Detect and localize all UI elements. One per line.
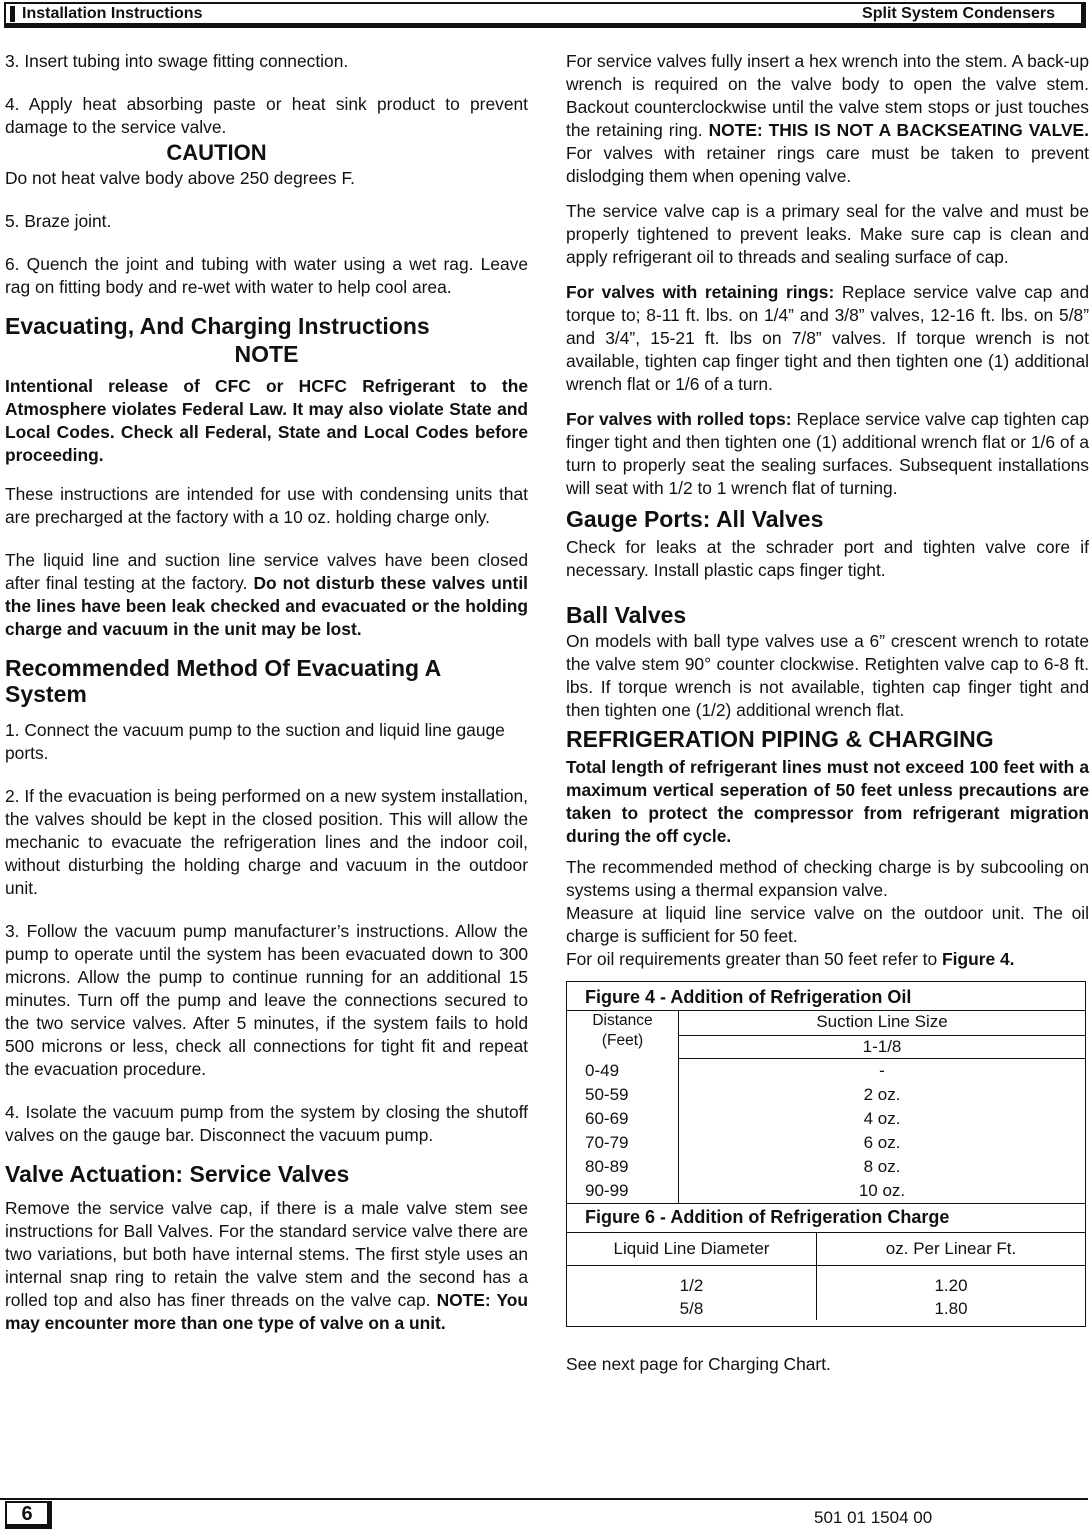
rolled-tops-label: For valves with rolled tops:: [566, 409, 792, 429]
table-row: [567, 1059, 1085, 1083]
figure-4-reference: Figure 4.: [942, 949, 1015, 969]
oil-requirements-text: [566, 948, 1089, 971]
table-row: [567, 1083, 1085, 1107]
oz-per-linear-ft-header: oz. Per Linear Ft.: [885, 1239, 1017, 1258]
figure-4-header: [567, 1010, 1085, 1059]
header-title-left: Installation Instructions: [22, 5, 203, 22]
step-3: 3. Insert tubing into swage fitting connection.: [5, 51, 349, 71]
evac-step-3: 3. Follow the vacuum pump manufacturer’s instructions. Allow the pump to operate until the system has been evacuated down to 300 microns. Allow the pump to continue running for an additional 15 minutes. Turn off the pump and leave the connections secured to the two service valves. After 5 minutes, if the system fails to hold 500 microns or less, check all connections for tight fit and repeat the evacuation procedure.: [5, 921, 528, 1079]
liquid-line-diameter-header: Liquid Line Diameter: [567, 1233, 817, 1265]
note-title: NOTE: [234, 341, 299, 367]
step-5: 5. Braze joint.: [5, 211, 112, 231]
heading-ball-valves: Ball Valves: [566, 602, 687, 628]
oil-amount-cell: 8 oz.: [863, 1157, 901, 1176]
service-valves-text-plain: The liquid line and suction line service valves have been closed after final testing at the factory.: [5, 550, 528, 593]
heading-refrigeration-piping: REFRIGERATION PIPING & CHARGING: [566, 726, 994, 752]
footer-rule: [0, 1498, 1088, 1500]
page-number: 6: [5, 1501, 52, 1529]
rolled-tops-body: Replace service valve cap tighten cap finger tight and then tighten one (1) additional wrench flat or 1/6 of a turn to properly seat the sealing surfaces. Subsequent installations will seat with 1/2 to 1 wrench flat of turning.: [566, 409, 1089, 498]
step-6: 6. Quench the joint and tubing with water using a wet rag. Leave rag on fitting body and re-wet with water to help cool area.: [5, 254, 528, 297]
liquid-line-diameter-values: [567, 1266, 817, 1320]
distance-cell: 50-59: [567, 1083, 679, 1107]
figure-4-title: Figure 4 - Addition of Refrigeration Oil: [585, 987, 912, 1007]
hex-wrench-note: NOTE: THIS IS NOT A BACKSEATING VALVE.: [708, 120, 1089, 140]
caution-title: CAUTION: [166, 140, 267, 165]
distance-header-line1: Distance: [592, 1012, 653, 1029]
evac-step-2: 2. If the evacuation is being performed on a new system installation, the valves should be kept in the closed position. This will allow the mechanic to evacuate the refrigeration lines and the indoor coil, without disturbing the holding charge and vacuum in the outdoor unit.: [5, 786, 528, 898]
valve-actuation-text: [5, 1197, 528, 1335]
distance-header: [567, 1011, 679, 1059]
retaining-rings-text: [566, 281, 1089, 396]
retaining-rings-label: For valves with retaining rings:: [566, 282, 835, 302]
figure-6-title: Figure 6 - Addition of Refrigeration Charge: [567, 1203, 1085, 1232]
charge-cell: 1.80: [934, 1299, 968, 1318]
distance-cell: 90-99: [567, 1179, 679, 1203]
rolled-tops-text: [566, 408, 1089, 500]
oil-amount-cell: 2 oz.: [863, 1085, 901, 1104]
figure-4-rows: [567, 1059, 1085, 1203]
oil-amount-cell: 4 oz.: [863, 1109, 901, 1128]
holding-charge-text: These instructions are intended for use with condensing units that are precharged at the factory with a 10 oz. holding charge only.: [5, 484, 528, 527]
heading-gauge-ports: Gauge Ports: All Valves: [566, 506, 824, 532]
ball-valves-text: On models with ball type valves use a 6” crescent wrench to rotate the valve stem 90° counter clockwise. Retighten valve cap to 6-8 ft. lbs. If torque wrench is not available, tighten cap finger tight and then tighten one (1/2) additional wrench flat.: [566, 631, 1089, 720]
table-row: [567, 1179, 1085, 1203]
suction-header: [679, 1011, 1085, 1059]
distance-cell: 0-49: [567, 1059, 679, 1083]
oz-per-linear-ft-values: [817, 1266, 1085, 1320]
page-header: [4, 2, 1086, 28]
suction-line-size-header: Suction Line Size: [816, 1012, 948, 1031]
distance-header-line2: (Feet): [601, 1032, 644, 1049]
valve-cap-text: The service valve cap is a primary seal for the valve and must be properly tightened to prevent leaks. Make sure cap is clean and apply refrigerant oil to threads and sealing surface of cap.: [566, 201, 1089, 267]
oil-charge-text: Measure at liquid line service valve on the outdoor unit. The oil charge is sufficient for 50 feet.: [566, 903, 1089, 946]
heading-recommended-method: Recommended Method Of Evacuating A System: [5, 655, 441, 707]
left-column: [5, 50, 528, 1355]
charge-cell: 1.20: [934, 1276, 968, 1295]
gauge-ports-text: Check for leaks at the schrader port and tighten valve core if necessary. Install plastic caps finger tight.: [566, 537, 1089, 580]
distance-cell: 70-79: [567, 1131, 679, 1155]
hex-wrench-text: [566, 50, 1089, 188]
caution-text: Do not heat valve body above 250 degrees F.: [5, 168, 355, 188]
right-column: [566, 50, 1089, 1396]
note-text: Intentional release of CFC or HCFC Refrigerant to the Atmosphere violates Federal Law. It may also violate State and Local Codes. Check all Federal, State and Local Codes before proceeding.: [5, 376, 528, 465]
hex-wrench-plain: For service valves fully insert a hex wrench into the stem. A back-up wrench is required on the valve body to open the valve stem. Backout counterclockwise until the valve stem stops or just touches the retaining ring.: [566, 51, 1089, 140]
diameter-cell: 1/2: [679, 1276, 704, 1295]
table-row: [567, 1131, 1085, 1155]
oil-requirements-plain: For oil requirements greater than 50 feet refer to: [566, 949, 943, 969]
hex-wrench-tail: For valves with retainer rings care must be taken to prevent dislodging them when opening valve.: [566, 143, 1089, 186]
page-footer: [0, 1498, 1092, 1535]
charging-chart-reference: See next page for Charging Chart.: [566, 1354, 831, 1374]
oil-amount-cell: 6 oz.: [863, 1133, 901, 1152]
figure-6-rows: [567, 1265, 1085, 1326]
subcooling-text: The recommended method of checking charge is by subcooling on systems using a thermal expansion valve.: [566, 857, 1089, 900]
header-title-right: Split System Condensers: [862, 5, 1055, 22]
document-number: 501 01 1504 00: [814, 1508, 933, 1527]
step-4: 4. Apply heat absorbing paste or heat sink product to prevent damage to the service valve.: [5, 94, 528, 137]
heading-valve-actuation: Valve Actuation: Service Valves: [5, 1161, 350, 1187]
distance-cell: 60-69: [567, 1107, 679, 1131]
suction-size-1-1-8: 1-1/8: [679, 1035, 1085, 1059]
oil-amount-cell: 10 oz.: [858, 1181, 906, 1200]
evac-step-4: 4. Isolate the vacuum pump from the system by closing the shutoff valves on the gauge bar. Disconnect the vacuum pump.: [5, 1102, 528, 1145]
service-valves-text-bold: Do not disturb these valves until the lines have been leak checked and evacuated or the holding charge and vacuum in the unit may be lost.: [5, 573, 528, 639]
retaining-rings-body: Replace service valve cap and torque to; 8-11 ft. lbs. on 1/4” and 3/8” valves, 12-16 ft. lbs. on 5/8” and 3/4”, 15-21 ft. lbs on 7/8” valves. If torque wrench is not available, tighten cap finger tight and then tighten one (1) additional wrench flat or 1/6 of a turn.: [566, 282, 1089, 394]
heading-evacuating: Evacuating, And Charging Instructions: [5, 313, 430, 339]
figure-6-header: [567, 1232, 1085, 1265]
oil-amount-cell: -: [879, 1061, 885, 1080]
service-valves-text: [5, 549, 528, 641]
diameter-cell: 5/8: [679, 1299, 704, 1318]
valve-actuation-note: NOTE: You may encounter more than one type of valve on a unit.: [5, 1290, 528, 1333]
line-length-warning: Total length of refrigerant lines must not exceed 100 feet with a maximum vertical seperation of 50 feet unless precautions are taken to protect the compressor from refrigerant migration during the off cycle.: [566, 757, 1089, 846]
table-row: [567, 1107, 1085, 1131]
evac-step-1: 1. Connect the vacuum pump to the suction and liquid line gauge ports.: [5, 720, 505, 763]
distance-cell: 80-89: [567, 1155, 679, 1179]
valve-actuation-plain: Remove the service valve cap, if there is a male valve stem see instructions for Ball Valves. For the standard service valve there are two variations, but both have internal stems. The first style uses an internal snap ring to retain the valve stem and the second has a rolled top and also has finer threads on the valve cap.: [5, 1198, 528, 1310]
table-row: [567, 1155, 1085, 1179]
figure-4-table: [566, 981, 1086, 1327]
